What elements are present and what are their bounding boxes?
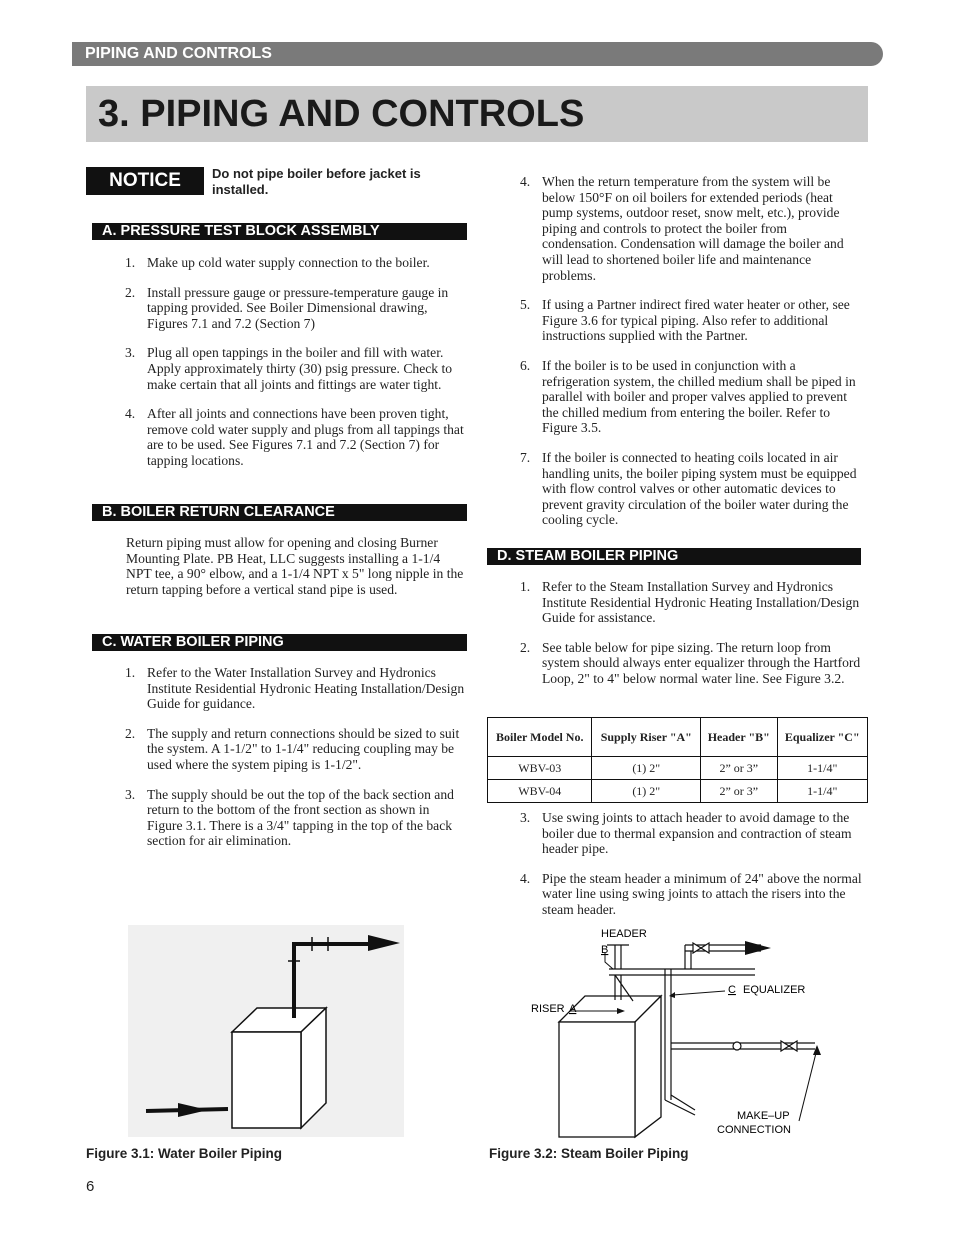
list-item: 1. Refer to the Water Installation Survey and Hydronics Institute Residential Hydronic Heating Installation/Design Guide for guidance. (125, 665, 465, 712)
table-cell: 1-1/4" (777, 780, 868, 803)
table-cell: WBV-04 (488, 780, 592, 803)
list-item: 6. If the boiler is to be used in conjunction with a refrigeration system, the chilled medium shall be piped in parallel with boiler and proper valves applied to prevent the chilled medium from entering the boiler. Refer to Figure 3.5. (520, 357, 856, 436)
list-item: 5. If using a Partner indirect fired water heater or other, see Figure 3.6 for typical piping. Also refer to additional instructions supplied with the Partner. (520, 297, 850, 344)
table-row (488, 757, 868, 780)
list-item: 3. Use swing joints to attach header to avoid damage to the boiler due to thermal expansion and contraction of steam header pipe. (520, 810, 852, 857)
figure-2-caption: Figure 3.2: Steam Boiler Piping (489, 1146, 689, 1161)
page-title: 3. PIPING AND CONTROLS (86, 86, 868, 142)
label-b: B (601, 944, 609, 956)
notice-text: Do not pipe boiler before jacket is installed. (212, 166, 421, 197)
table-cell: 1-1/4" (777, 757, 868, 780)
table-header-row (488, 718, 868, 757)
label-equalizer: EQUALIZER (743, 984, 806, 996)
section-d-list-after (520, 810, 864, 932)
list-item: 3. Plug all open tappings in the boiler and fill with water. Apply approximately thirty (30) psig pressure. Check to make certain that all joints and fittings are water tight. (125, 345, 453, 392)
table-header-cell: Supply Riser "A" (592, 718, 701, 757)
table-cell: (1) 2" (592, 780, 701, 803)
table-header-cell: Equalizer "C" (777, 718, 868, 757)
section-c-list-right (520, 174, 864, 542)
list-item: 4. Pipe the steam header a minimum of 24" above the normal water line using swing joints to attach the risers into the steam header. (520, 870, 862, 917)
table-cell: (1) 2" (592, 757, 701, 780)
table-cell: 2” or 3” (701, 757, 777, 780)
label-connection: CONNECTION (717, 1124, 791, 1136)
list-item: 4. When the return temperature from the system will be below 150°F on oil boilers for extended periods (heat pump systems, outdoor reset, snow melt, etc.), provide piping and controls to protect the boiler from condensation. Condensation will damage the boiler and will lead to shortened boiler life and maintenance problems. (520, 174, 844, 283)
label-a: A (569, 1003, 577, 1015)
section-a-heading: A. PRESSURE TEST BLOCK ASSEMBLY (92, 223, 467, 240)
list-item: 2. See table below for pipe sizing. The return loop from system should always enter equalizer through the Hartford Loop, 2" to 4" below normal water line. See Figure 3.2. (520, 639, 861, 686)
table-header-cell: Header "B" (701, 718, 777, 757)
section-a-list (125, 255, 467, 483)
section-b-heading: B. BOILER RETURN CLEARANCE (92, 504, 467, 521)
list-item: 7. If the boiler is connected to heating coils located in air handling units, the boiler piping system must be equipped with flow control valves or other automatic devices to prevent gravity circulation of the boiler water during the cooling cycle. (520, 449, 857, 528)
section-d-heading: D. STEAM BOILER PIPING (487, 548, 861, 565)
list-item: 1. Refer to the Steam Installation Survey and Hydronics Institute Residential Hydronic Heating Installation/Design Guide for assistance. (520, 579, 860, 626)
table-header-cell: Boiler Model No. (488, 718, 592, 757)
table-cell: 2” or 3” (701, 780, 777, 803)
steam-boiler-figure (525, 925, 825, 1141)
label-riser: RISER (531, 1003, 565, 1015)
section-c-list-left (125, 665, 467, 863)
page-number: 6 (86, 1178, 95, 1195)
list-item: 2. Install pressure gauge or pressure-temperature gauge in tapping provided. See Boiler Dimensional drawing, Figures 7.1 and 7.2 (Section 7) (125, 284, 449, 331)
water-boiler-figure (128, 925, 404, 1137)
list-item: 4. After all joints and connections have been proven tight, remove cold water supply and plugs from all tappings that are to be used. See Figures 7.1 and 7.2 (Section 7) for tapping locations. (125, 406, 464, 468)
pipe-sizing-table (487, 717, 868, 803)
section-c-heading: C. WATER BOILER PIPING (92, 634, 467, 651)
section-b-text: Return piping must allow for opening and closing Burner Mounting Plate. PB Heat, LLC suggests installing a 1-1/4 NPT tee, a 90° elbow, and a 1-1/4 NPT x 5" long nipple in the return tapping before a vertical stand pipe is used. (126, 535, 464, 597)
label-c: C (728, 984, 736, 996)
list-item: 1. Make up cold water supply connection to the boiler. (125, 255, 430, 270)
section-header-bar: PIPING AND CONTROLS (72, 42, 883, 66)
table-cell: WBV-03 (488, 757, 592, 780)
figure-1-caption: Figure 3.1: Water Boiler Piping (86, 1146, 283, 1161)
table-row (488, 780, 868, 803)
label-header: HEADER (601, 928, 647, 940)
list-item: 3. The supply should be out the top of the back section and return to the bottom of the front section as shown in Figure 3.1. There is a 3/4" tapping in the top of the back section for air elimination. (125, 786, 454, 849)
section-d-list-before (520, 579, 864, 701)
list-item: 2. The supply and return connections should be sized to suit the system. A 1-1/2" to 1-1/4" reducing coupling may be used where the system piping is 1-1/2". (125, 725, 460, 772)
notice-badge: NOTICE (86, 167, 204, 195)
label-makeup: MAKE–UP (737, 1110, 790, 1122)
